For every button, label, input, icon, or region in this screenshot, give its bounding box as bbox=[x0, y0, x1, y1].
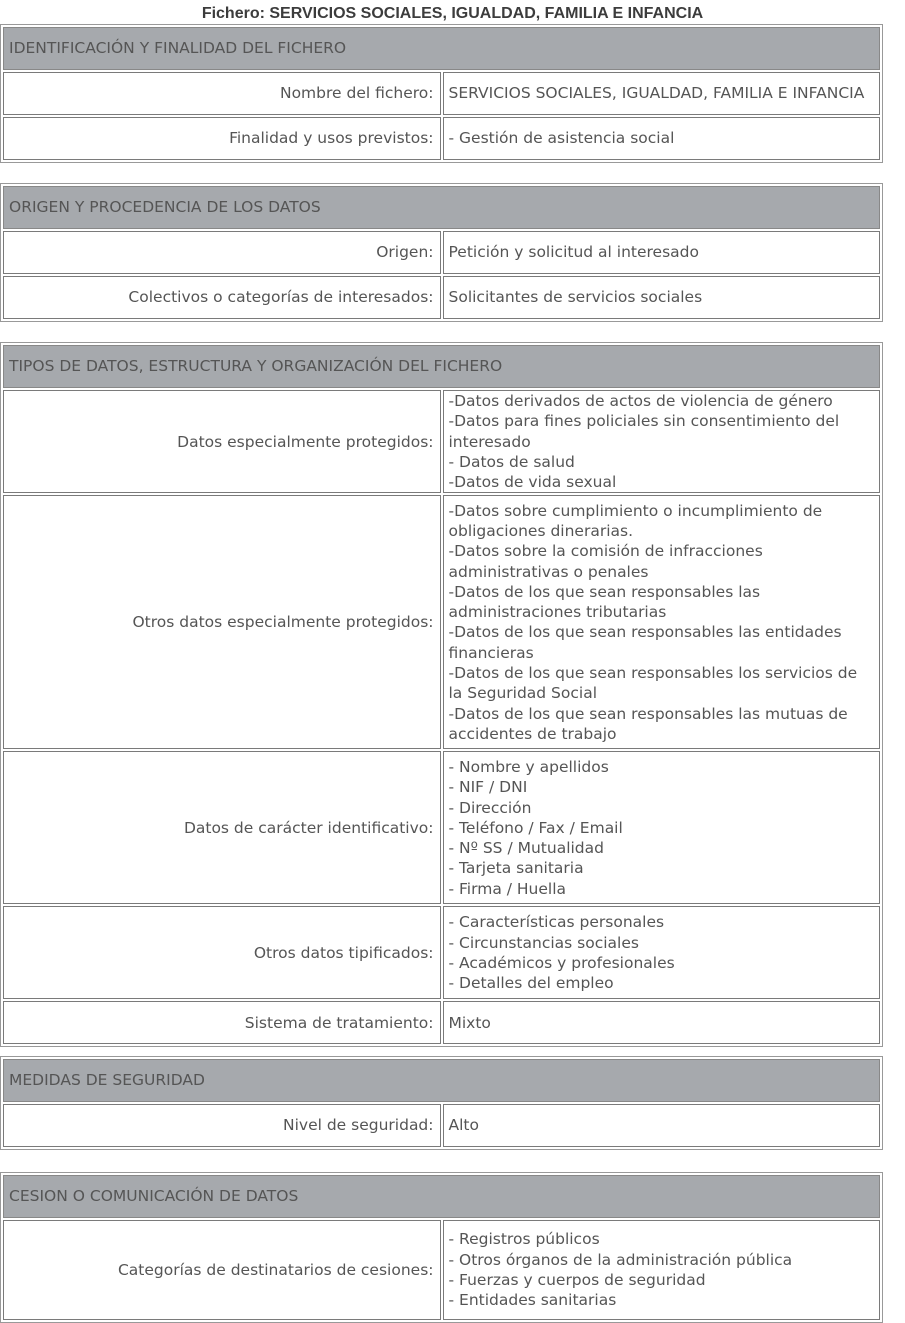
field-value-list bbox=[443, 390, 881, 493]
list-item: - Firma / Huella bbox=[448, 879, 567, 898]
field-label: Nombre del fichero: bbox=[3, 72, 441, 115]
section-header: IDENTIFICACIÓN Y FINALIDAD DEL FICHERO bbox=[3, 27, 880, 70]
section-identificacion bbox=[0, 24, 883, 163]
list-item: - Detalles del empleo bbox=[448, 974, 614, 993]
section-header: CESION O COMUNICACIÓN DE DATOS bbox=[3, 1175, 880, 1218]
list-item: -Datos de los que sean responsables los servicios de la Seguridad Social bbox=[448, 664, 858, 703]
field-value-list bbox=[443, 495, 881, 749]
list-item: -Datos sobre la comisión de infracciones administrativas o penales bbox=[448, 542, 763, 581]
list-item: - Entidades sanitarias bbox=[448, 1291, 617, 1310]
field-value-list bbox=[443, 751, 881, 904]
list-item: - Nombre y apellidos bbox=[448, 757, 609, 776]
field-label: Nivel de seguridad: bbox=[3, 1104, 441, 1147]
field-value-list bbox=[443, 1220, 881, 1320]
field-label: Colectivos o categorías de interesados: bbox=[3, 276, 441, 319]
list-item: - Circunstancias sociales bbox=[448, 933, 639, 952]
section-header: MEDIDAS DE SEGURIDAD bbox=[3, 1059, 880, 1102]
list-item: - NIF / DNI bbox=[448, 778, 528, 797]
section-header: TIPOS DE DATOS, ESTRUCTURA Y ORGANIZACIÓN DEL FICHERO bbox=[3, 345, 880, 388]
field-value: Petición y solicitud al interesado bbox=[443, 231, 881, 274]
section-tipos-datos bbox=[0, 342, 883, 1047]
list-item: -Datos derivados de actos de violencia de género bbox=[448, 392, 833, 410]
list-item: - Características personales bbox=[448, 913, 665, 932]
page-title: Fichero: SERVICIOS SOCIALES, IGUALDAD, FAMILIA E INFANCIA bbox=[201, 5, 704, 22]
field-label: Datos de carácter identificativo: bbox=[3, 751, 441, 904]
list-item: - Nº SS / Mutualidad bbox=[448, 839, 604, 858]
list-item: - Dirección bbox=[448, 798, 532, 817]
list-item: - Registros públicos bbox=[448, 1230, 600, 1249]
list-item: -Datos de los que sean responsables las entidades financieras bbox=[448, 623, 842, 662]
field-label: Categorías de destinatarios de cesiones: bbox=[3, 1220, 441, 1320]
list-item: - Teléfono / Fax / Email bbox=[448, 818, 623, 837]
field-value: SERVICIOS SOCIALES, IGUALDAD, FAMILIA E INFANCIA bbox=[443, 72, 881, 115]
section-cesion bbox=[0, 1172, 883, 1323]
field-value: Mixto bbox=[443, 1001, 881, 1044]
section-medidas-seguridad bbox=[0, 1056, 883, 1150]
list-item: -Datos sobre cumplimiento o incumplimiento de obligaciones dinerarias. bbox=[448, 501, 823, 540]
field-label: Datos especialmente protegidos: bbox=[3, 390, 441, 493]
field-label: Otros datos tipificados: bbox=[3, 906, 441, 999]
list-item: -Datos de los que sean responsables las mutuas de accidentes de trabajo bbox=[448, 704, 848, 743]
field-value: - Gestión de asistencia social bbox=[443, 117, 881, 160]
list-item: - Datos de salud bbox=[448, 452, 575, 471]
list-item: -Datos de los que sean responsables las administraciones tributarias bbox=[448, 582, 761, 622]
field-value: Alto bbox=[443, 1104, 881, 1147]
list-item: - Tarjeta sanitaria bbox=[448, 859, 584, 878]
list-item: -Datos para fines policiales sin consentimiento del interesado bbox=[448, 412, 840, 451]
list-item: - Académicos y profesionales bbox=[448, 953, 675, 972]
list-item: - Otros órganos de la administración pública bbox=[448, 1250, 793, 1269]
field-label: Sistema de tratamiento: bbox=[3, 1001, 441, 1044]
section-header: ORIGEN Y PROCEDENCIA DE LOS DATOS bbox=[3, 186, 880, 229]
field-value: Solicitantes de servicios sociales bbox=[443, 276, 881, 319]
list-item: -Datos de vida sexual bbox=[448, 473, 617, 492]
field-label: Finalidad y usos previstos: bbox=[3, 117, 441, 160]
field-value-list bbox=[443, 906, 881, 999]
field-label: Origen: bbox=[3, 231, 441, 274]
section-origen bbox=[0, 183, 883, 322]
list-item: - Fuerzas y cuerpos de seguridad bbox=[448, 1271, 706, 1289]
field-label: Otros datos especialmente protegidos: bbox=[3, 495, 441, 749]
